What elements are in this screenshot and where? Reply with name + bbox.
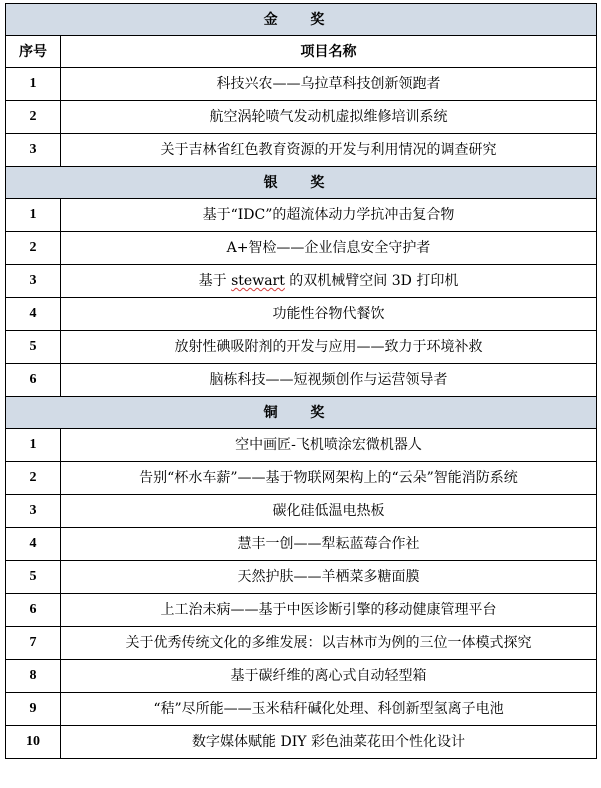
table-row bbox=[6, 298, 597, 331]
item-number: 3 bbox=[6, 134, 61, 167]
table-row bbox=[6, 528, 597, 561]
item-number: 2 bbox=[6, 462, 61, 495]
item-name: 上工治未病——基于中医诊断引擎的移动健康管理平台 bbox=[61, 594, 597, 627]
item-number: 3 bbox=[6, 495, 61, 528]
table-row bbox=[6, 134, 597, 167]
item-number: 4 bbox=[6, 298, 61, 331]
item-name: 空中画匠-飞机喷涂宏微机器人 bbox=[61, 429, 597, 462]
table-row bbox=[6, 462, 597, 495]
table-row bbox=[6, 199, 597, 232]
item-number: 8 bbox=[6, 660, 61, 693]
table-row bbox=[6, 693, 597, 726]
item-name: 基于碳纤维的离心式自动轻型箱 bbox=[61, 660, 597, 693]
column-header-name: 项目名称 bbox=[61, 36, 597, 68]
awards-table bbox=[5, 3, 597, 759]
item-name: A+智检——企业信息安全守护者 bbox=[61, 232, 597, 265]
item-name: 放射性碘吸附剂的开发与应用——致力于环境补救 bbox=[61, 331, 597, 364]
item-number: 7 bbox=[6, 627, 61, 660]
table-row bbox=[6, 561, 597, 594]
item-name: 基于 stewart 的双机械臂空间 3D 打印机 bbox=[61, 265, 597, 298]
table-row bbox=[6, 660, 597, 693]
table-row bbox=[6, 331, 597, 364]
award-title: 金 奖 bbox=[6, 4, 597, 36]
awards-table-body bbox=[6, 4, 597, 759]
item-name: 慧丰一创——犁耘蓝莓合作社 bbox=[61, 528, 597, 561]
item-number: 1 bbox=[6, 199, 61, 232]
table-row bbox=[6, 364, 597, 397]
award-title: 铜 奖 bbox=[6, 397, 597, 429]
item-number: 2 bbox=[6, 232, 61, 265]
item-number: 10 bbox=[6, 726, 61, 759]
table-row bbox=[6, 429, 597, 462]
item-name: 功能性谷物代餐饮 bbox=[61, 298, 597, 331]
item-number: 1 bbox=[6, 429, 61, 462]
award-section-header bbox=[6, 397, 597, 429]
award-title: 银 奖 bbox=[6, 167, 597, 199]
table-row bbox=[6, 627, 597, 660]
table-row bbox=[6, 726, 597, 759]
column-header-num: 序号 bbox=[6, 36, 61, 68]
table-row bbox=[6, 68, 597, 101]
item-number: 5 bbox=[6, 331, 61, 364]
item-name: “秸”尽所能——玉米秸秆碱化处理、科创新型氢离子电池 bbox=[61, 693, 597, 726]
spellcheck-flagged-word: stewart bbox=[231, 273, 285, 289]
item-name: 脑栋科技——短视频创作与运营领导者 bbox=[61, 364, 597, 397]
award-section-header bbox=[6, 4, 597, 36]
item-name: 关于吉林省红色教育资源的开发与利用情况的调查研究 bbox=[61, 134, 597, 167]
item-name: 航空涡轮喷气发动机虚拟维修培训系统 bbox=[61, 101, 597, 134]
award-section-header bbox=[6, 167, 597, 199]
item-name: 天然护肤——羊栖菜多糖面膜 bbox=[61, 561, 597, 594]
item-number: 2 bbox=[6, 101, 61, 134]
item-number: 6 bbox=[6, 594, 61, 627]
item-number: 5 bbox=[6, 561, 61, 594]
table-row bbox=[6, 495, 597, 528]
item-name: 碳化硅低温电热板 bbox=[61, 495, 597, 528]
item-number: 3 bbox=[6, 265, 61, 298]
item-number: 6 bbox=[6, 364, 61, 397]
table-row bbox=[6, 265, 597, 298]
table-row bbox=[6, 232, 597, 265]
item-name: 基于“IDC”的超流体动力学抗冲击复合物 bbox=[61, 199, 597, 232]
item-number: 9 bbox=[6, 693, 61, 726]
item-name: 关于优秀传统文化的多维发展：以吉林市为例的三位一体模式探究 bbox=[61, 627, 597, 660]
item-name: 科技兴农——乌拉草科技创新领跑者 bbox=[61, 68, 597, 101]
item-number: 1 bbox=[6, 68, 61, 101]
column-header-row bbox=[6, 36, 597, 68]
item-name: 告别“杯水车薪”——基于物联网架构上的“云朵”智能消防系统 bbox=[61, 462, 597, 495]
item-name: 数字媒体赋能 DIY 彩色油菜花田个性化设计 bbox=[61, 726, 597, 759]
table-row bbox=[6, 594, 597, 627]
table-row bbox=[6, 101, 597, 134]
item-number: 4 bbox=[6, 528, 61, 561]
